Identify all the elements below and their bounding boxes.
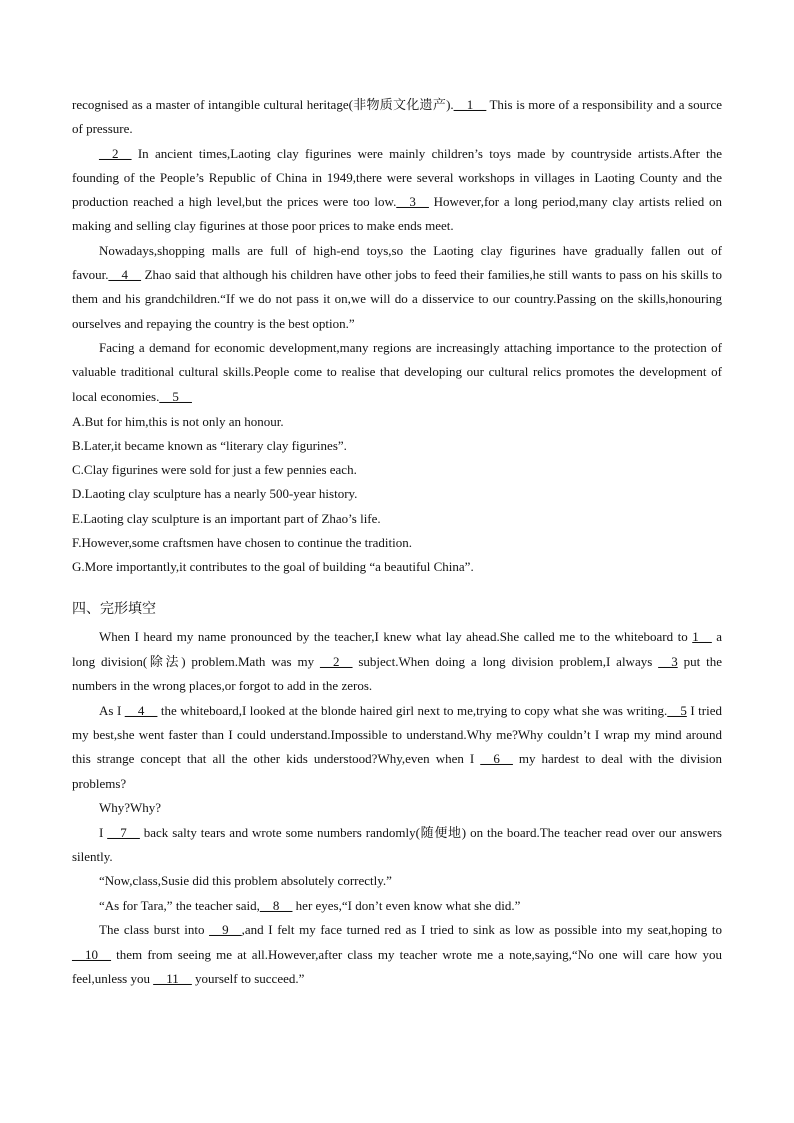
text: As I — [99, 702, 125, 718]
option-f: F.However,some craftsmen have chosen to continue the tradition. — [72, 534, 412, 550]
cloze-blank-10: __10__ — [72, 946, 111, 962]
text: The class burst into — [99, 922, 210, 938]
cloze-paragraph-3: Why?Why? — [99, 800, 162, 816]
options-list — [72, 410, 722, 579]
text: subject.When doing a long division problem,I always — [352, 653, 659, 669]
text: back salty tears and wrote some numbers randomly(随便地) on the board.The teacher read over our answers silently. — [72, 824, 722, 864]
blank-3: __3__ — [396, 194, 429, 210]
text: her eyes,“I don’t even know what she did.” — [292, 897, 521, 913]
passage1-paragraph-1 — [72, 93, 722, 142]
option-e: E.Laoting clay sculpture is an important part of Zhao’s life. — [72, 510, 381, 526]
option-g: G.More importantly,it contributes to the goal of building “a beautiful China”. — [72, 559, 474, 575]
text: a long division(除法) problem.Math was my — [72, 629, 722, 669]
cloze-blank-1: 1__ — [692, 629, 712, 645]
cloze-paragraph-5: “Now,class,Susie did this problem absolutely correctly.” — [99, 873, 392, 889]
cloze-paragraph-7 — [72, 918, 722, 991]
blank-4: __4__ — [108, 267, 141, 283]
cloze-blank-2: __2__ — [319, 653, 353, 669]
blank-5: __5__ — [159, 388, 192, 404]
text: “As for Tara,” the teacher said, — [99, 897, 260, 913]
cloze-blank-3: __3 — [658, 653, 678, 669]
option-b: B.Later,it became known as “literary clay figurines”. — [72, 438, 347, 454]
cloze-blank-5: __5 — [667, 702, 687, 718]
text: This is more of a responsibility and a source of pressure. — [72, 97, 722, 137]
cloze-blank-4: __4__ — [124, 702, 158, 718]
text: them from seeing me at all.However,after class my teacher wrote me a note,saying,“No one will care how you feel,unless you — [72, 946, 722, 986]
cloze-blank-7: __7__ — [107, 824, 140, 840]
option-d: D.Laoting clay sculpture has a nearly 500-year history. — [72, 486, 358, 502]
text: In ancient times,Laoting clay figurines were mainly children’s toys made by countryside artists.After the founding of the People’s Republic of China in 1949,there were several workshops in villages in Laoting County and the production reached a high level,but the prices were too low. — [72, 145, 722, 210]
cloze-passage — [72, 625, 722, 991]
cloze-blank-8: __8__ — [259, 897, 293, 913]
text: Nowadays,shopping malls are full of high-end toys,so the Laoting clay figurines have gradually fallen out of favour. — [72, 242, 722, 283]
passage1-paragraph-3 — [72, 239, 722, 336]
page-content — [72, 93, 722, 991]
text: ,and I felt my face turned red as I tried to sink as low as possible into my seat,hoping to — [241, 922, 722, 938]
text: my hardest to deal with the division problems? — [72, 751, 722, 791]
cloze-paragraph-1 — [72, 625, 722, 698]
text: Facing a demand for economic development,many regions are increasingly attaching importance to the protection of valuable traditional cultural skills.People come to realise that developing our cultural relics promotes the development of local economies. — [72, 339, 722, 404]
text: Zhao said that although his children have other jobs to feed their families,he still wants to pass on his skills to them and his grandchildren.“If we do not pass it on,we will do a disservice to our country.Passing on the skills,honouring ourselves and repaying the country is the best option.” — [72, 267, 722, 331]
text: put the numbers in the wrong places,or forgot to add in the zeros. — [72, 653, 722, 694]
text: When I heard my name pronounced by the teacher,I knew what lay ahead.She called me to the whiteboard to — [99, 629, 693, 645]
text: I tried my best,she went faster than I could understand.Impossible to understand.Why me?Why couldn’t I wrap my mind around this strange concept that all the other kids understood?Why,even when I — [72, 702, 723, 767]
cloze-blank-9: __9__ — [209, 922, 242, 938]
cloze-paragraph-4 — [72, 821, 722, 870]
text: yourself to succeed.” — [191, 970, 305, 986]
option-a: A.But for him,this is not only an honour. — [72, 413, 284, 429]
text: the whiteboard,I looked at the blonde haired girl next to me,trying to copy what she was writing. — [157, 702, 668, 718]
text: recognised as a master of intangible cultural heritage(非物质文化遗产). — [72, 97, 454, 112]
blank-1: __1__ — [453, 97, 487, 112]
passage1-paragraph-2 — [72, 142, 722, 239]
text: However,for a long period,many clay artists relied on making and selling clay figurines at those poor prices to make ends meet. — [72, 194, 723, 234]
passage1-paragraph-4 — [72, 336, 722, 409]
cloze-blank-11: __11__ — [153, 970, 192, 986]
cloze-paragraph-2 — [72, 699, 722, 797]
blank-2: __2__ — [99, 145, 132, 161]
text: I — [99, 824, 108, 840]
cloze-paragraph-6 — [72, 894, 722, 918]
section-heading: 四、完形填空 — [72, 601, 156, 618]
cloze-blank-6: __6__ — [480, 751, 513, 767]
option-c: C.Clay figurines were sold for just a few pennies each. — [72, 462, 357, 478]
